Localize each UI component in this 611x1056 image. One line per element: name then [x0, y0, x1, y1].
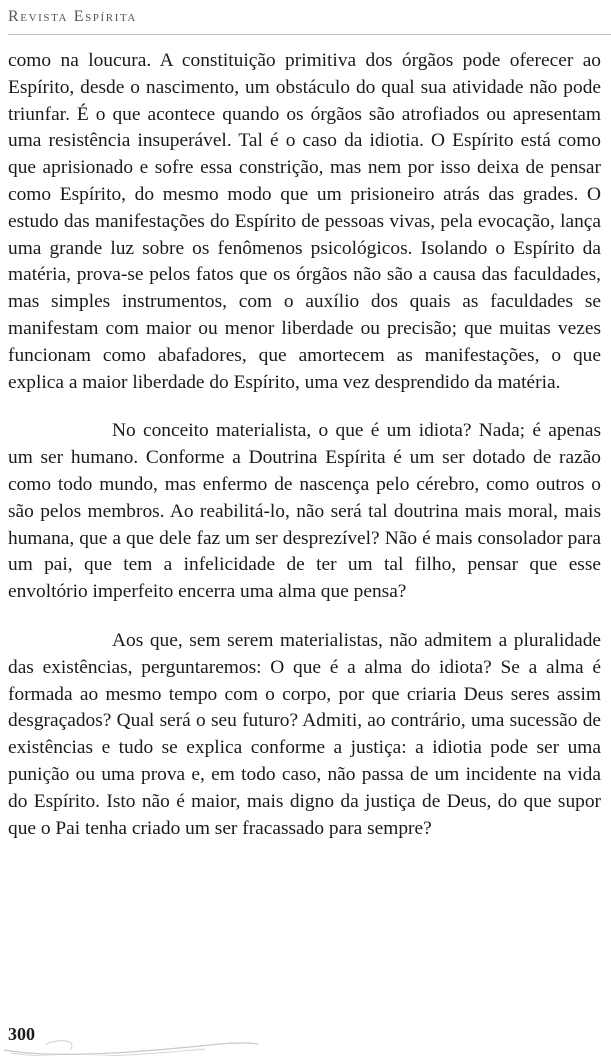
page-number: 300 [8, 1024, 35, 1044]
paragraph-3: Aos que, sem serem materialistas, não admitem a pluralidade das existências, perguntaremos: O que é a alma do idiota? Se a alma é formada ao mesmo tempo com o corpo, por que criaria Deus seres assim desgraçados? Qual será o seu futuro? Admiti, ao contrário, uma sucessão de existências e tudo se explica conforme a justiça: a idiotia pode ser uma punição ou uma prova e, em todo caso, não passa de um incidente na vida do Espírito. Isto não é maior, mais digno da justiça de Deus, do que supor que o Pai tenha criado um ser fracassado para sempre? [8, 629, 601, 839]
paragraph-1: como na loucura. A constituição primitiva dos órgãos pode oferecer ao Espírito, desde o nascimento, um obstáculo do qual sua atividade não pode triunfar. É o que acontece quando os órgãos são atrofiados ou apresentam uma resistência insuperável. Tal é o caso da idiotia. O Espírito está como que aprisionado e sofre essa constrição, mas nem por isso deixa de pensar como Espírito, do mesmo modo que um prisioneiro atrás das grades. O estudo das manifestações do Espírito de pessoas vivas, pela evocação, lança uma grande luz sobre os fenômenos psicológicos. Isolando o Espírito da matéria, prova-se pelos fatos que os órgãos não são a causa das faculdades, mas simples instrumentos, com o auxílio dos quais as faculdades se manifestam com maior ou menor liberdade ou precisão; que muitas vezes funcionam como abafadores, que amortecem as manifestações, o que explica a maior liberdade do Espírito, uma vez desprendido da matéria. [8, 50, 601, 393]
header-rule [8, 34, 611, 35]
running-header-title: Revista Espírita [8, 8, 137, 25]
footer-swoosh-ornament [0, 1028, 260, 1056]
paragraph-2: No conceito materialista, o que é um idiota? Nada; é apenas um ser humano. Conforme a Doutrina Espírita é um ser dotado de razão como todo mundo, mas enfermo de nascença pelo cérebro, como outros o são pelos membros. Ao reabilitá-lo, não será tal doutrina mais moral, mais humana, que a que dele faz um ser desprezível? Não é mais consolador para um pai, que tem a infelicidade de ter um tal filho, pensar que esse envoltório imperfeito encerra uma alma que pensa? [8, 420, 601, 603]
body-text [8, 48, 601, 842]
